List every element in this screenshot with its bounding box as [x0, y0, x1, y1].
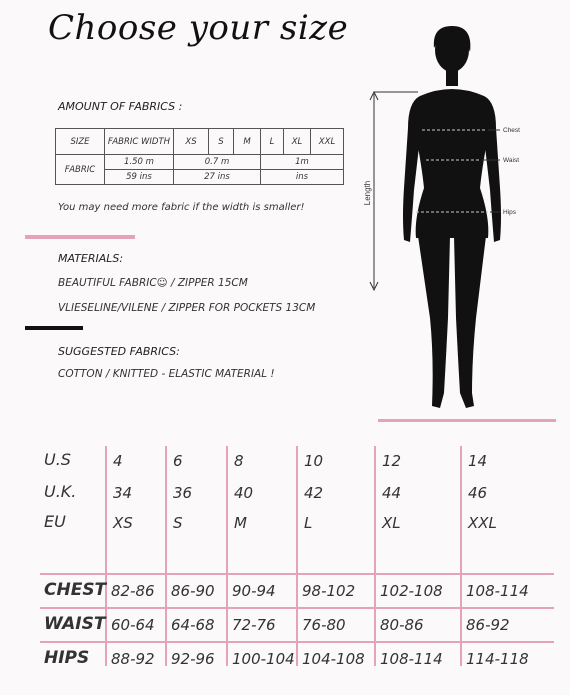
eu-value: XS: [113, 514, 133, 532]
row-divider: [40, 607, 554, 609]
materials-line-2: VLIESELINE/VILENE / ZIPPER FOR POCKETS 13CM: [58, 302, 316, 314]
fabric-table: [55, 128, 344, 185]
chest-value: 102-108: [380, 582, 443, 600]
us-value: 12: [382, 452, 402, 470]
waist-value: 80-86: [380, 616, 424, 634]
hips-value: 88-92: [111, 650, 155, 668]
uk-value: 42: [304, 484, 324, 502]
waist-value: 60-64: [111, 616, 155, 634]
col-divider: [374, 446, 376, 666]
fabrics-heading: AMOUNT OF FABRICS :: [58, 100, 183, 113]
uk-value: 44: [382, 484, 402, 502]
divider-pink: [25, 235, 135, 239]
eu-value: XXL: [468, 514, 497, 532]
fabric-header-xxl: XXL: [311, 129, 344, 155]
hips-row-label: HIPS: [44, 648, 90, 668]
figure-neck: [446, 70, 458, 86]
divider-pink-right: [378, 419, 556, 422]
fabric-header-l: L: [261, 129, 284, 155]
waist-value: 76-80: [302, 616, 346, 634]
row-divider: [40, 573, 554, 575]
fabric-amount-ins-small: 27 ins: [174, 170, 261, 185]
eu-value: M: [234, 514, 247, 532]
fabric-amount-ins-large: ins: [261, 170, 344, 185]
eu-value: L: [304, 514, 313, 532]
eu-label: EU: [44, 512, 66, 531]
fabric-amount-m-large: 1m: [261, 155, 344, 170]
size-chart: [40, 440, 558, 685]
body-silhouette-figure: [360, 18, 540, 413]
chest-value: 82-86: [111, 582, 155, 600]
us-value: 8: [234, 452, 244, 470]
waist-row-label: WAIST: [44, 614, 106, 634]
fabric-header-m: M: [234, 129, 261, 155]
chest-value: 86-90: [171, 582, 215, 600]
chest-value: 108-114: [466, 582, 529, 600]
fabric-header-xs: XS: [174, 129, 209, 155]
uk-label: U.K.: [44, 482, 77, 501]
figure-right-leg: [454, 236, 486, 408]
chest-label: Chest: [503, 127, 520, 134]
chest-value: 90-94: [232, 582, 276, 600]
col-divider: [296, 446, 298, 666]
chest-value: 98-102: [302, 582, 356, 600]
length-label: Length: [363, 180, 372, 206]
us-value: 4: [113, 452, 123, 470]
fabric-header-s: S: [209, 129, 234, 155]
waist-label: Waist: [503, 157, 520, 164]
hips-value: 100-104: [232, 650, 295, 668]
hips-value: 108-114: [380, 650, 443, 668]
col-divider: [226, 446, 228, 666]
us-value: 6: [173, 452, 183, 470]
materials-line-1: BEAUTIFUL FABRIC☺ / ZIPPER 15CM: [58, 277, 248, 289]
divider-black: [25, 326, 83, 330]
figure-torso: [416, 89, 489, 238]
fabric-width-ins: 59 ins: [105, 170, 174, 185]
uk-value: 36: [173, 484, 193, 502]
eu-value: XL: [382, 514, 401, 532]
uk-value: 34: [113, 484, 133, 502]
us-value: 14: [468, 452, 488, 470]
col-divider: [165, 446, 167, 666]
eu-value: S: [173, 514, 183, 532]
materials-heading: MATERIALS:: [58, 252, 124, 265]
waist-value: 64-68: [171, 616, 215, 634]
fabric-header-xl: XL: [284, 129, 311, 155]
chest-row-label: CHEST: [44, 580, 107, 600]
hips-value: 104-108: [302, 650, 365, 668]
us-label: U.S: [44, 450, 71, 469]
suggested-line-1: COTTON / KNITTED - ELASTIC MATERIAL !: [58, 368, 275, 380]
fabric-note: You may need more fabric if the width is smaller!: [58, 202, 305, 213]
figure-left-leg: [418, 236, 450, 408]
waist-value: 86-92: [466, 616, 510, 634]
hips-value: 114-118: [466, 650, 529, 668]
row-divider: [40, 641, 554, 643]
page-title: Choose your size: [48, 8, 349, 48]
fabric-width-m: 1.50 m: [105, 155, 174, 170]
fabric-row-label: FABRIC: [56, 155, 105, 185]
uk-value: 46: [468, 484, 488, 502]
us-value: 10: [304, 452, 324, 470]
waist-value: 72-76: [232, 616, 276, 634]
fabric-header-width: FABRIC WIDTH: [105, 129, 174, 155]
fabric-amount-m-small: 0.7 m: [174, 155, 261, 170]
uk-value: 40: [234, 484, 254, 502]
suggested-heading: SUGGESTED FABRICS:: [58, 345, 180, 358]
hips-value: 92-96: [171, 650, 215, 668]
fabric-header-size: SIZE: [56, 129, 105, 155]
col-divider: [460, 446, 462, 666]
hips-label: Hips: [503, 209, 517, 216]
